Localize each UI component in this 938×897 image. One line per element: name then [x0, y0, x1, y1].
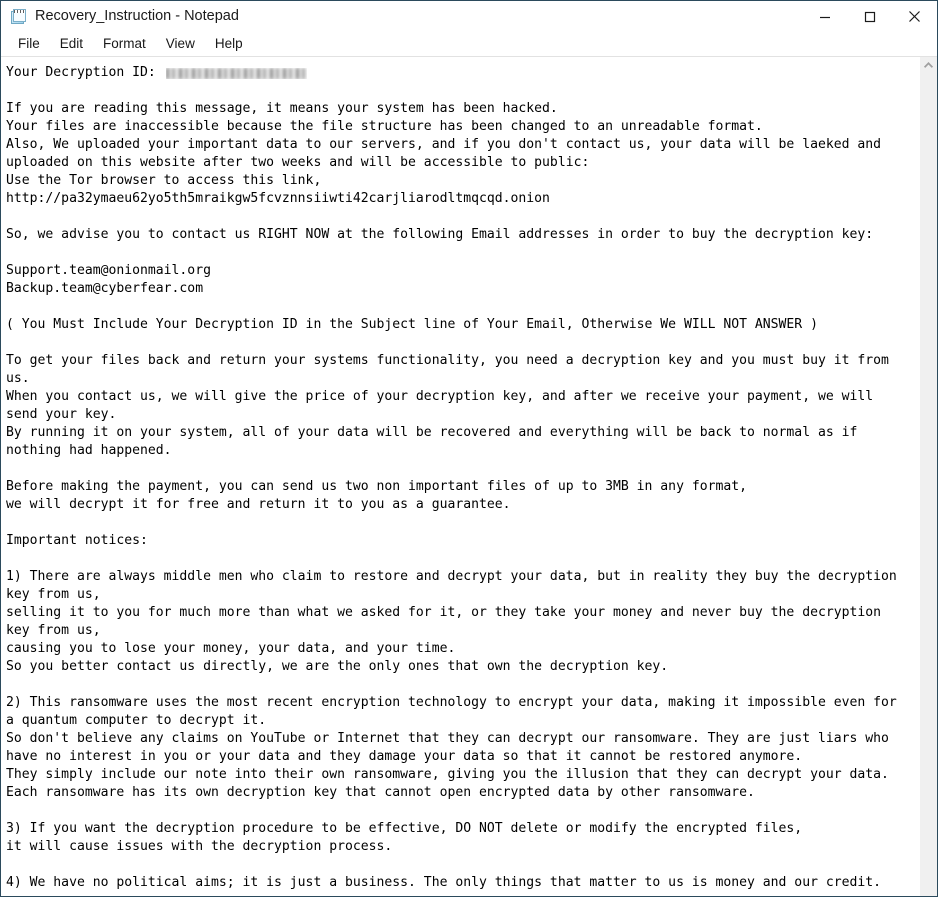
decryption-id-label: Your Decryption ID:: [6, 65, 164, 80]
document-line: When you contact us, we will give the price of your decryption key, and after we receive your payment, we will: [6, 389, 874, 404]
document-line: uploaded on this website after two weeks and will be accessible to public:: [6, 155, 590, 170]
document-line: So you better contact us directly, we are the only ones that own the decryption key.: [6, 659, 669, 674]
title-bar-left: [1, 8, 802, 25]
document-line: have no interest in you or your data and they damage your data so that it cannot be restored anymore.: [6, 749, 803, 764]
document-line: So don't believe any claims on YouTube or Internet that they can decrypt our ransomware. They are just liars who: [6, 731, 889, 746]
document-line: Backup.team@cyberfear.com: [6, 281, 204, 296]
document-line: Use the Tor browser to access this link,: [6, 173, 322, 188]
document-line: [6, 460, 919, 478]
scrollbar-track[interactable]: [920, 74, 937, 896]
document-line: it will cause issues with the decryption process.: [6, 839, 393, 854]
menu-item-file[interactable]: File: [18, 35, 40, 51]
window-title: Recovery_Instruction - Notepad: [35, 8, 239, 25]
document-line: Your files are inaccessible because the file structure has been changed to an unreadable format.: [6, 119, 763, 134]
close-button[interactable]: [892, 1, 937, 32]
document-line: Support.team@onionmail.org: [6, 263, 211, 278]
document-line: To get your files back and return your systems functionality, you need a decryption key and you must buy it from: [6, 353, 889, 368]
document-body: [6, 82, 919, 892]
document-line: a quantum computer to decrypt it.: [6, 713, 267, 728]
document-line: selling it to you for much more than what we asked for it, or they take your money and never buy the decryption: [6, 605, 882, 620]
scroll-up-button[interactable]: [920, 57, 937, 74]
document-line: [6, 208, 919, 226]
close-icon: [908, 10, 921, 23]
decryption-id-line: [6, 64, 919, 82]
window-controls: [802, 1, 937, 32]
menu-bar: [1, 32, 937, 56]
document-line: ( You Must Include Your Decryption ID in the Subject line of Your Email, Otherwise We WILL NOT ANSWER ): [6, 317, 818, 332]
document-line: key from us,: [6, 623, 101, 638]
document-line: [6, 550, 919, 568]
minimize-icon: [819, 11, 831, 23]
document-line: If you are reading this message, it means your system has been hacked.: [6, 101, 558, 116]
document-line: we will decrypt it for free and return it to you as a guarantee.: [6, 497, 511, 512]
decryption-id-redacted-value: [166, 68, 307, 79]
notepad-icon: [10, 8, 27, 25]
document-line: send your key.: [6, 407, 117, 422]
document-line: By running it on your system, all of your data will be recovered and everything will be back to normal as if: [6, 425, 858, 440]
document-line: Important notices:: [6, 533, 148, 548]
document-line: 1) There are always middle men who claim to restore and decrypt your data, but in reality they buy the decryption: [6, 569, 897, 584]
document-line: They simply include our note into their own ransomware, giving you the illusion that they can decrypt your data.: [6, 767, 889, 782]
document-line: [6, 676, 919, 694]
document-line: us.: [6, 371, 30, 386]
document-line: 3) If you want the decryption procedure to be effective, DO NOT delete or modify the encrypted files,: [6, 821, 803, 836]
title-bar: [1, 1, 937, 32]
document-line: Also, We uploaded your important data to our servers, and if you don't contact us, your data will be laeked and: [6, 137, 882, 152]
document-line: causing you to lose your money, your data, and your time.: [6, 641, 456, 656]
document-line: [6, 244, 919, 262]
document-line: 4) We have no political aims; it is just a business. The only things that matter to us is money and our credit.: [6, 875, 882, 890]
document-line: [6, 298, 919, 316]
document-line: So, we advise you to contact us RIGHT NOW at the following Email addresses in order to buy the decryption key:: [6, 227, 874, 242]
menu-item-format[interactable]: Format: [103, 35, 146, 51]
document-line: [6, 856, 919, 874]
chevron-up-icon: [924, 62, 933, 69]
document-line: [6, 82, 919, 100]
document-line: [6, 334, 919, 352]
maximize-icon: [864, 11, 876, 23]
document-line: Before making the payment, you can send us two non important files of up to 3MB in any format,: [6, 479, 748, 494]
maximize-button[interactable]: [847, 1, 892, 32]
menu-item-help[interactable]: Help: [214, 35, 243, 51]
document-line: http://pa32ymaeu62yo5th5mraikgw5fcvznnsiiwti42carjliarodltmqcqd.onion: [6, 191, 550, 206]
menu-item-view[interactable]: View: [165, 35, 195, 51]
document-line: [6, 802, 919, 820]
document-line: Each ransomware has its own decryption key that cannot open encrypted data by other ransomware.: [6, 785, 755, 800]
menu-item-edit[interactable]: Edit: [59, 35, 84, 51]
text-editor[interactable]: [1, 57, 919, 896]
document-line: 2) This ransomware uses the most recent encryption technology to encrypt your data, making it impossible even for: [6, 695, 897, 710]
editor-area: [1, 56, 937, 896]
document-line: nothing had happened.: [6, 443, 172, 458]
document-line: key from us,: [6, 587, 101, 602]
minimize-button[interactable]: [802, 1, 847, 32]
vertical-scrollbar[interactable]: [919, 57, 937, 896]
document-line: [6, 514, 919, 532]
